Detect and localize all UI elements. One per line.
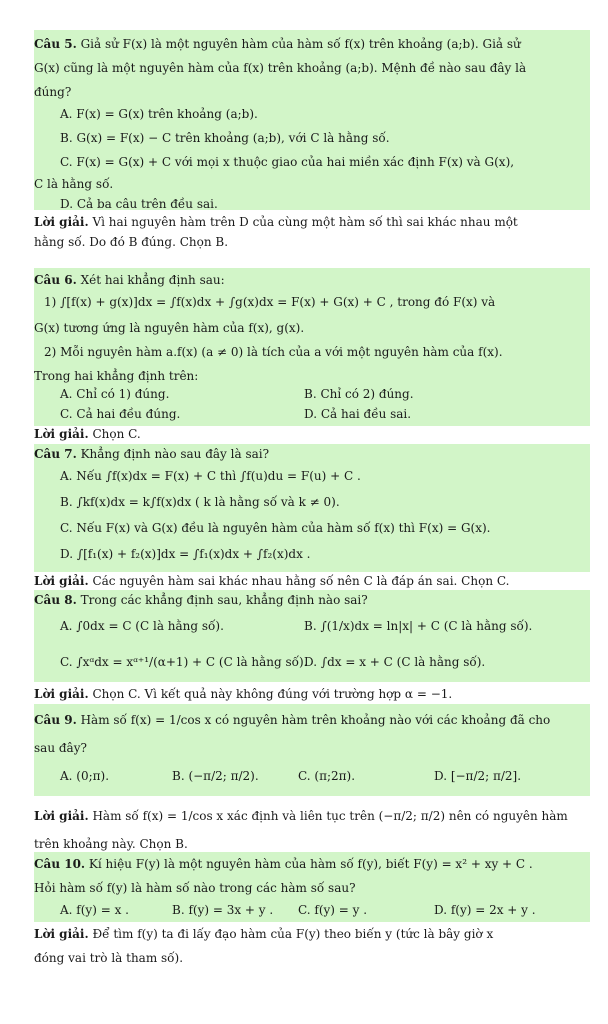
q9-options xyxy=(34,768,590,784)
q5-stem-line3: đúng? xyxy=(34,85,72,99)
q6-statement-2: 2) Mỗi nguyên hàm a.f(x) (a ≠ 0) là tích của a với một nguyên hàm của f(x). xyxy=(44,345,503,359)
q10-option-c: C. f(y) = y . xyxy=(298,903,368,917)
label-bold: Lời giải. xyxy=(34,687,89,701)
q5-option-b: B. G(x) = F(x) − C trên khoảng (a;b), với C là hằng số. xyxy=(60,131,390,145)
q8-row1 xyxy=(34,618,590,634)
q8-option-a: A. ∫0dx = C (C là hằng số). xyxy=(60,619,224,633)
q6-intro: Trong hai khẳng định trên: xyxy=(34,369,199,383)
question-10 xyxy=(34,852,590,922)
q6-option-d: D. Cả hai đều sai. xyxy=(304,407,412,421)
q7-answer xyxy=(34,572,590,590)
q8-answer xyxy=(34,686,590,704)
q9-answer-line1: Lời giải. Hàm số f(x) = 1/cos x xác định và liên tục trên (−π/2; π/2) nên có nguyên hàm xyxy=(34,809,568,823)
q9-option-a: A. (0;π). xyxy=(60,769,110,783)
q6-statement-1-line2: G(x) tương ứng là nguyên hàm của f(x), g(x). xyxy=(34,321,305,335)
q8-option-c: C. ∫xᵅdx = xᵅ⁺¹/(α+1) + C (C là hằng số). xyxy=(60,655,308,669)
q9-stem-line2: sau đây? xyxy=(34,741,87,755)
label-bold: Lời giải. xyxy=(34,427,89,441)
q6-stem: Câu 6. Xét hai khẳng định sau: xyxy=(34,273,225,287)
q6-statement-1-line1: 1) ∫[f(x) + g(x)]dx = ∫f(x)dx + ∫g(x)dx = F(x) + G(x) + C , trong đó F(x) và xyxy=(44,295,496,309)
q5-stem-line2: G(x) cũng là một nguyên hàm của f(x) trên khoảng (a;b). Mệnh đề nào sau đây là xyxy=(34,61,527,75)
q9-stem-line1: Câu 9. Hàm số f(x) = 1/cos x có nguyên hàm trên khoảng nào với các khoảng đã cho xyxy=(34,713,551,727)
q5-option-d: D. Cả ba câu trên đều sai. xyxy=(60,197,218,211)
q6-row1 xyxy=(34,386,590,402)
label-bold: Câu 8. xyxy=(34,593,77,607)
q10-option-d: D. f(y) = 2x + y . xyxy=(434,903,536,917)
q7-option-a: A. Nếu ∫f(x)dx = F(x) + C thì ∫f(u)du = F(u) + C . xyxy=(60,469,361,483)
q6-option-c: C. Cả hai đều đúng. xyxy=(60,407,181,421)
q5-option-a: A. F(x) = G(x) trên khoảng (a;b). xyxy=(60,107,258,121)
label-bold: Lời giải. xyxy=(34,927,89,941)
q10-answer xyxy=(34,926,590,970)
q8-option-b: B. ∫(1/x)dx = ln|x| + C (C là hằng số). xyxy=(304,619,533,633)
label-bold: Câu 9. xyxy=(34,713,77,727)
q10-stem-line1: Câu 10. Kí hiệu F(y) là một nguyên hàm của hàm số f(y), biết F(y) = x² + xy + C . xyxy=(34,857,533,871)
q10-stem-line2: Hỏi hàm số f(y) là hàm số nào trong các hàm số sau? xyxy=(34,881,356,895)
q5-option-c-line1: C. F(x) = G(x) + C với mọi x thuộc giao của hai miền xác định F(x) và G(x), xyxy=(60,155,515,169)
label-bold: Lời giải. xyxy=(34,809,89,823)
q7-option-b: B. ∫kf(x)dx = k∫f(x)dx ( k là hằng số và k ≠ 0). xyxy=(60,495,340,509)
q7-option-d: D. ∫[f₁(x) + f₂(x)]dx = ∫f₁(x)dx + ∫f₂(x)dx . xyxy=(60,547,311,561)
q6-row2 xyxy=(34,406,590,422)
q10-option-b: B. f(y) = 3x + y . xyxy=(172,903,274,917)
q6-option-b: B. Chỉ có 2) đúng. xyxy=(304,387,414,401)
label-bold: Câu 7. xyxy=(34,447,77,461)
q5-stem-line1: Câu 5. Giả sử F(x) là một nguyên hàm của hàm số f(x) trên khoảng (a;b). Giả sử xyxy=(34,37,521,51)
q8-row2 xyxy=(34,654,590,670)
q9-option-b: B. (−π/2; π/2). xyxy=(172,769,259,783)
q9-answer xyxy=(34,806,590,854)
question-7 xyxy=(34,444,590,572)
q9-answer-line2: trên khoảng này. Chọn B. xyxy=(34,837,188,851)
q5-answer-line2: hằng số. Do đó B đúng. Chọn B. xyxy=(34,235,229,249)
q10-answer-line2: đóng vai trò là tham số). xyxy=(34,951,184,965)
q5-answer-line1: Lời giải. Vì hai nguyên hàm trên D của cùng một hàm số thì sai khác nhau một xyxy=(34,215,518,229)
label-bold: Câu 10. xyxy=(34,857,86,871)
q5-answer xyxy=(34,214,590,254)
label-bold: Câu 5. xyxy=(34,37,77,51)
question-5 xyxy=(34,30,590,210)
q7-stem: Câu 7. Khẳng định nào sau đây là sai? xyxy=(34,447,270,461)
q10-answer-line1: Lời giải. Để tìm f(y) ta đi lấy đạo hàm của F(y) theo biến y (tức là bây giờ x xyxy=(34,927,494,941)
label-bold: Lời giải. xyxy=(34,215,89,229)
q8-option-d: D. ∫dx = x + C (C là hằng số). xyxy=(304,655,486,669)
label-bold: Lời giải. xyxy=(34,574,89,588)
q10-options xyxy=(34,902,590,918)
q8-stem: Câu 8. Trong các khẳng định sau, khẳng định nào sai? xyxy=(34,593,368,607)
q6-answer xyxy=(34,426,590,444)
q6-option-a: A. Chỉ có 1) đúng. xyxy=(60,387,170,401)
question-9 xyxy=(34,704,590,796)
q5-option-c-line2: C là hằng số. xyxy=(34,177,114,191)
label-bold: Câu 6. xyxy=(34,273,77,287)
question-8 xyxy=(34,590,590,682)
q9-option-c: C. (π;2π). xyxy=(298,769,356,783)
q7-option-c: C. Nếu F(x) và G(x) đều là nguyên hàm của hàm số f(x) thì F(x) = G(x). xyxy=(60,521,491,535)
q8-answer-text: Lời giải. Chọn C. Vì kết quả này không đúng với trường hợp α = −1. xyxy=(34,687,453,701)
q10-option-a: A. f(y) = x . xyxy=(60,903,129,917)
q6-answer-text: Lời giải. Chọn C. xyxy=(34,427,141,441)
q7-answer-text: Lời giải. Các nguyên hàm sai khác nhau hằng số nên C là đáp án sai. Chọn C. xyxy=(34,574,510,588)
question-6 xyxy=(34,268,590,426)
q9-option-d: D. [−π/2; π/2]. xyxy=(434,769,522,783)
